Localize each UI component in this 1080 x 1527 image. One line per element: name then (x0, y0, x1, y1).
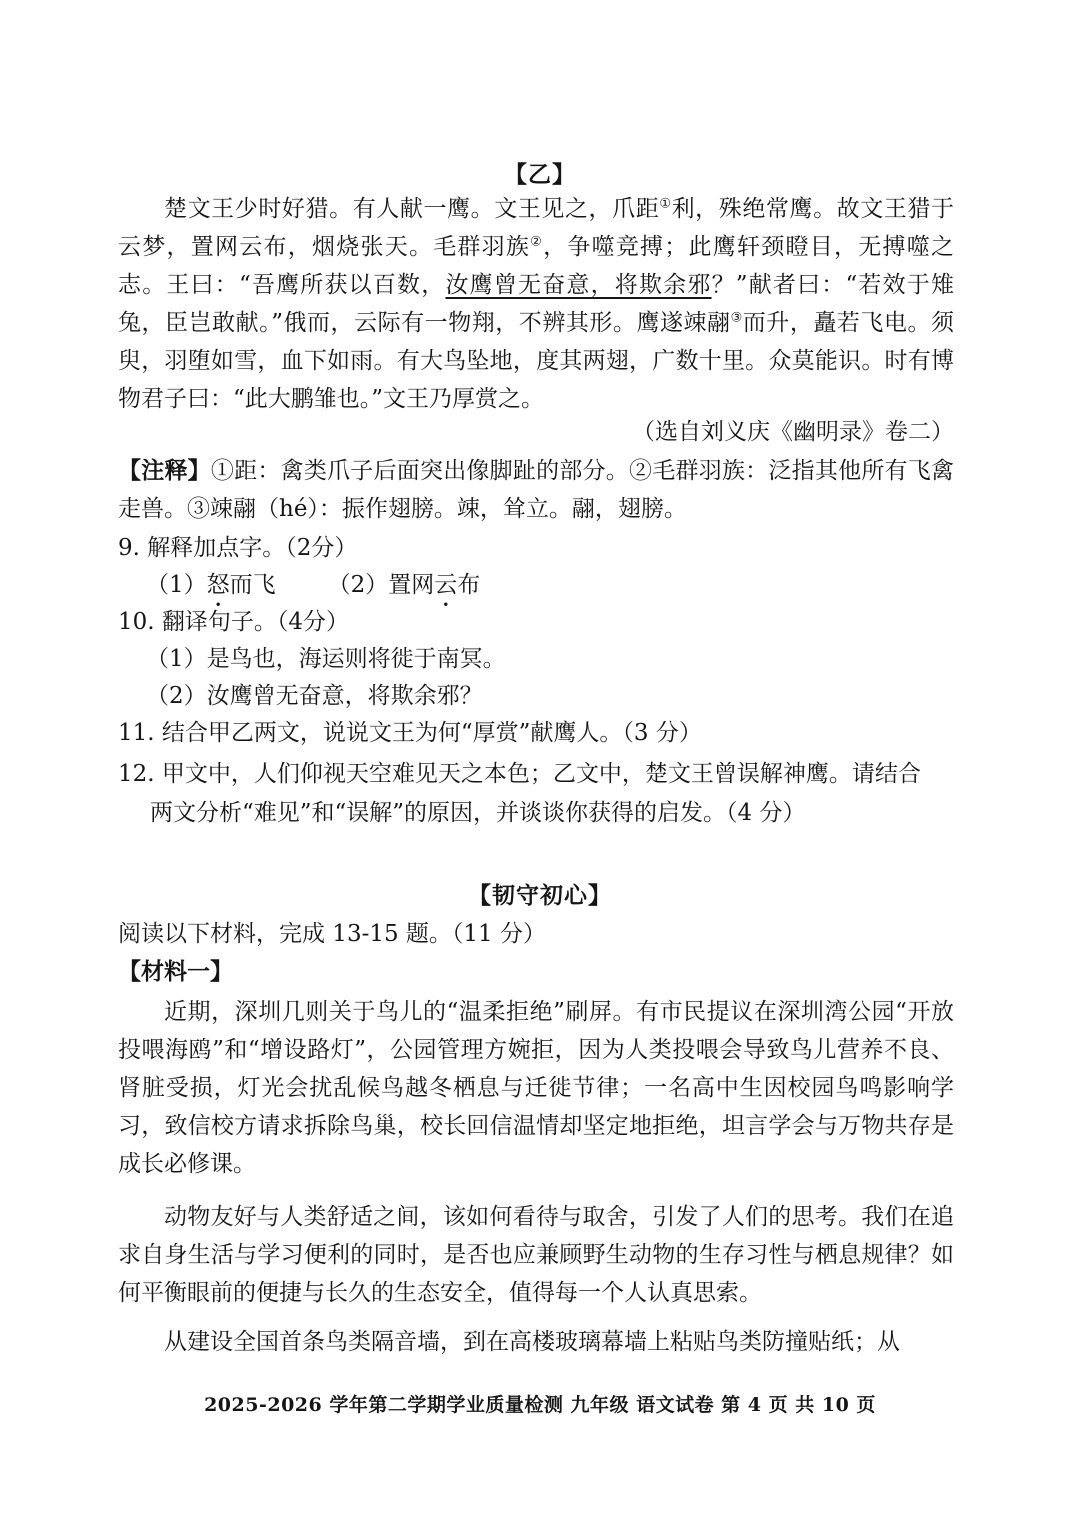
yi-passage-part-d: ？”献者曰：“若效于雉兔，臣岂敢献。”俄而，云际有一物翔，不辨其形。鹰遂竦翮 (118, 272, 954, 336)
section-yi-heading: 【乙】 (504, 161, 576, 188)
underlined-sentence: 汝鹰曾无奋意，将欺余邪 (445, 272, 712, 298)
question-10-2: （2）汝鹰曾无奋意，将欺余邪？ (146, 683, 483, 709)
note-marker-3: ③ (730, 310, 743, 326)
material-1-paragraph-3: 从建设全国首条鸟类隔音墙，到在高楼玻璃幕墙上粘贴鸟类防撞贴纸；从 (164, 1329, 900, 1355)
yi-passage (118, 190, 954, 418)
material-1-paragraph-2: 动物友好与人类舒适之间，该如何看待与取舍，引发了人们的思考。我们在追求自身生活与学习便利的同时，是否也应兼顾野生动物的生存习性与栖息规律？如何平衡眼前的便捷与长久的生态安全，值得每一个人认真思索。 (118, 1204, 954, 1306)
q9-1-dotted-char: 怒 (206, 572, 230, 598)
material-1-label: 【材料一】 (118, 958, 233, 985)
note-marker-1: ① (659, 196, 672, 212)
question-10: 10. 翻译句子。（4分） (118, 609, 350, 635)
reading-intro: 阅读以下材料，完成 13-15 题。（11 分） (118, 921, 547, 947)
passage-source: （选自刘义庆《幽明录》卷二） (632, 419, 954, 445)
section-renshou-heading: 【韧守初心】 (468, 882, 612, 909)
note-marker-2: ② (530, 234, 544, 250)
annotations (118, 452, 954, 528)
annotations-label: 【注释】 (118, 457, 211, 484)
annotations-text: ①距：禽类爪子后面突出像脚趾的部分。②毛群羽族：泛指其他所有飞禽走兽。③竦翮（hé）：振作翅膀。竦，耸立。翮，翅膀。 (118, 458, 955, 522)
yi-passage-part-e: 而升，矗若飞电。须臾，羽堕如雪，血下如雨。有大鸟坠地，度其两翅，广数十里。众莫能识。时有博物君子曰：“此大鹏雏也。”文王乃厚赏之。 (118, 310, 955, 412)
question-9: 9. 解释加点字。（2分） (118, 535, 358, 561)
material-1-paragraph-1: 近期，深圳几则关于鸟儿的“温柔拒绝”刷屏。有市民提议在深圳湾公园“开放投喂海鸥”和“增设路灯”，公园管理方婉拒，因为人类投喂会导致鸟儿营养不良、肾脏受损，灯光会扰乱候鸟越冬栖息与迁徙节律；一名高中生因校园鸟鸣影响学习，致信校方请求拆除鸟巢，校长回信温情却坚定地拒绝，坦言学会与万物共存是成长必修课。 (118, 999, 954, 1177)
yi-passage-part-c: ，争噬竞搏；此鹰轩颈瞪目，无搏噬之志。王曰：“吾鹰所获以百数， (118, 234, 955, 298)
page-footer: 2025-2026 学年第二学期学业质量检测 九年级 语文试卷 第 4 页 共 10 页 (204, 1394, 876, 1416)
yi-passage-part-a: 楚文王少时好猎。有人献一鹰。文王见之，爪距 (164, 196, 660, 222)
question-10-1: （1）是鸟也，海运则将徙于南冥。 (146, 646, 506, 672)
question-12-line-1: 12. 甲文中，人们仰视天空难见天之本色；乙文中，楚文王曾误解神鹰。请结合 (118, 761, 921, 787)
q9-2-dotted-char: 云 (434, 572, 458, 598)
q9-2-prefix: （2）置网 (327, 572, 435, 598)
yi-passage-part-b: 利，殊绝常鹰。故文王猎于云梦，置网云布，烟烧张天。毛群羽族 (118, 196, 955, 260)
q9-1-prefix: （1） (146, 572, 207, 598)
q9-1-rest: 而飞 (229, 572, 276, 598)
question-12-line-2: 两文分析“难见”和“误解”的原因，并谈谈你获得的启发。（4 分） (150, 800, 806, 826)
q9-2-rest: 布 (457, 572, 481, 598)
question-11: 11. 结合甲乙两文，说说文王为何“厚赏”献鹰人。（3 分） (118, 720, 702, 746)
